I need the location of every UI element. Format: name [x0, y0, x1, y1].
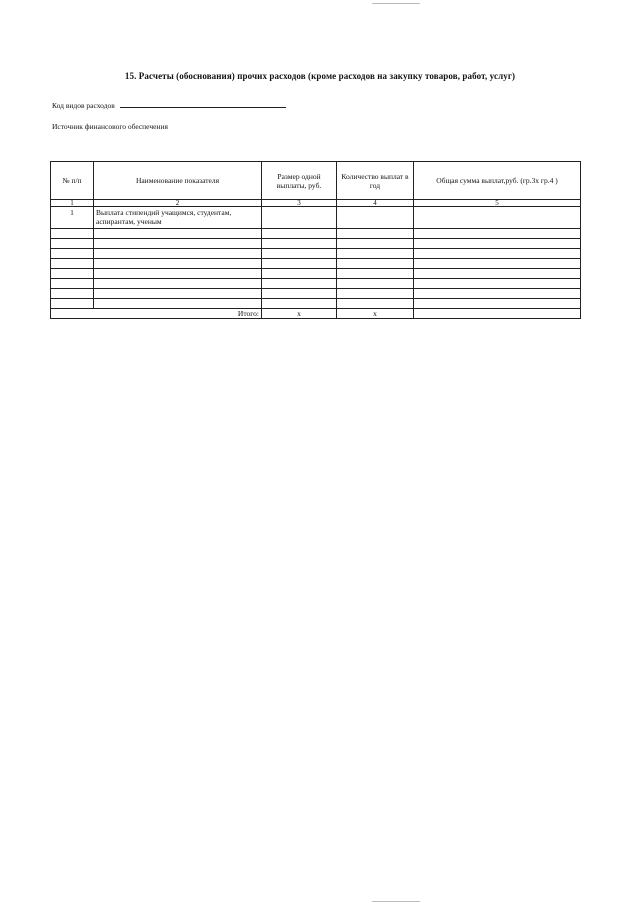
row-number[interactable]: [51, 279, 94, 289]
row-number[interactable]: [51, 249, 94, 259]
row-indicator-name[interactable]: [94, 289, 262, 299]
expense-code-field[interactable]: [120, 100, 286, 108]
row-total-sum[interactable]: [414, 239, 581, 249]
table-row-empty: [51, 279, 581, 289]
row-indicator-name[interactable]: [94, 269, 262, 279]
column-number: 2: [94, 200, 262, 207]
row-payment-count[interactable]: [337, 269, 414, 279]
row-total-sum[interactable]: [414, 299, 581, 309]
total-payment-count: x: [337, 309, 414, 319]
row-total-sum[interactable]: [414, 229, 581, 239]
row-payment-size[interactable]: [262, 259, 337, 269]
row-indicator-name[interactable]: [94, 249, 262, 259]
scan-artifact-top: [372, 3, 420, 4]
row-payment-size[interactable]: [262, 299, 337, 309]
row-total-sum[interactable]: [414, 269, 581, 279]
row-number[interactable]: [51, 259, 94, 269]
row-payment-size[interactable]: [262, 249, 337, 259]
row-payment-count[interactable]: [337, 207, 414, 229]
table-row: [51, 207, 581, 229]
table-row-empty: [51, 299, 581, 309]
header-total-sum: Общая сумма выплат,руб. (гр.3х гр.4 ): [414, 162, 581, 200]
scan-artifact-bottom: [372, 901, 420, 902]
row-payment-count[interactable]: [337, 239, 414, 249]
row-indicator-name[interactable]: [94, 279, 262, 289]
table-row-empty: [51, 269, 581, 279]
row-total-sum[interactable]: [414, 289, 581, 299]
column-number: 4: [337, 200, 414, 207]
row-payment-size[interactable]: [262, 269, 337, 279]
header-payment-size: Размер одной выплаты, руб.: [262, 162, 337, 200]
funding-source-label: Источник финансового обеспечения: [52, 122, 168, 131]
row-payment-size[interactable]: [262, 207, 337, 229]
page-title: 15. Расчеты (обоснования) прочих расходов (кроме расходов на закупку товаров, работ, услуг): [124, 71, 516, 81]
row-indicator-name[interactable]: [94, 259, 262, 269]
row-total-sum[interactable]: [414, 279, 581, 289]
total-payment-size: x: [262, 309, 337, 319]
row-payment-count[interactable]: [337, 289, 414, 299]
row-number[interactable]: [51, 239, 94, 249]
row-indicator-name[interactable]: [94, 239, 262, 249]
row-total-sum[interactable]: [414, 259, 581, 269]
row-payment-size[interactable]: [262, 229, 337, 239]
table-row-empty: [51, 259, 581, 269]
funding-source-line: [52, 122, 168, 131]
row-number[interactable]: [51, 269, 94, 279]
total-row: [51, 309, 581, 319]
row-payment-count[interactable]: [337, 229, 414, 239]
row-payment-count[interactable]: [337, 299, 414, 309]
column-number: 1: [51, 200, 94, 207]
table-row-empty: [51, 229, 581, 239]
row-number: 1: [51, 207, 94, 229]
column-number: 3: [262, 200, 337, 207]
row-payment-count[interactable]: [337, 279, 414, 289]
row-indicator-name[interactable]: [94, 229, 262, 239]
row-indicator-name[interactable]: [94, 299, 262, 309]
table-header-row: [51, 162, 581, 200]
row-number[interactable]: [51, 229, 94, 239]
row-payment-count[interactable]: [337, 259, 414, 269]
row-total-sum[interactable]: [414, 249, 581, 259]
row-payment-size[interactable]: [262, 279, 337, 289]
row-total-sum[interactable]: [414, 207, 581, 229]
row-number[interactable]: [51, 299, 94, 309]
header-number: № п/п: [51, 162, 94, 200]
table-row-empty: [51, 249, 581, 259]
total-label: Итого:: [51, 309, 262, 319]
table-row-empty: [51, 239, 581, 249]
row-number[interactable]: [51, 289, 94, 299]
row-indicator-name: Выплата стипендий учащимся, студентам, аспирантам, ученым: [94, 207, 262, 229]
expense-code-line: [52, 100, 286, 110]
header-indicator-name: Наименование показателя: [94, 162, 262, 200]
column-number: 5: [414, 200, 581, 207]
total-sum[interactable]: [414, 309, 581, 319]
row-payment-count[interactable]: [337, 249, 414, 259]
header-payment-count: Количество выплат в год: [337, 162, 414, 200]
column-number-row: [51, 200, 581, 207]
row-payment-size[interactable]: [262, 289, 337, 299]
expense-code-label: Код видов расходов: [52, 101, 115, 110]
row-payment-size[interactable]: [262, 239, 337, 249]
table-row-empty: [51, 289, 581, 299]
calculation-table: [50, 161, 581, 319]
